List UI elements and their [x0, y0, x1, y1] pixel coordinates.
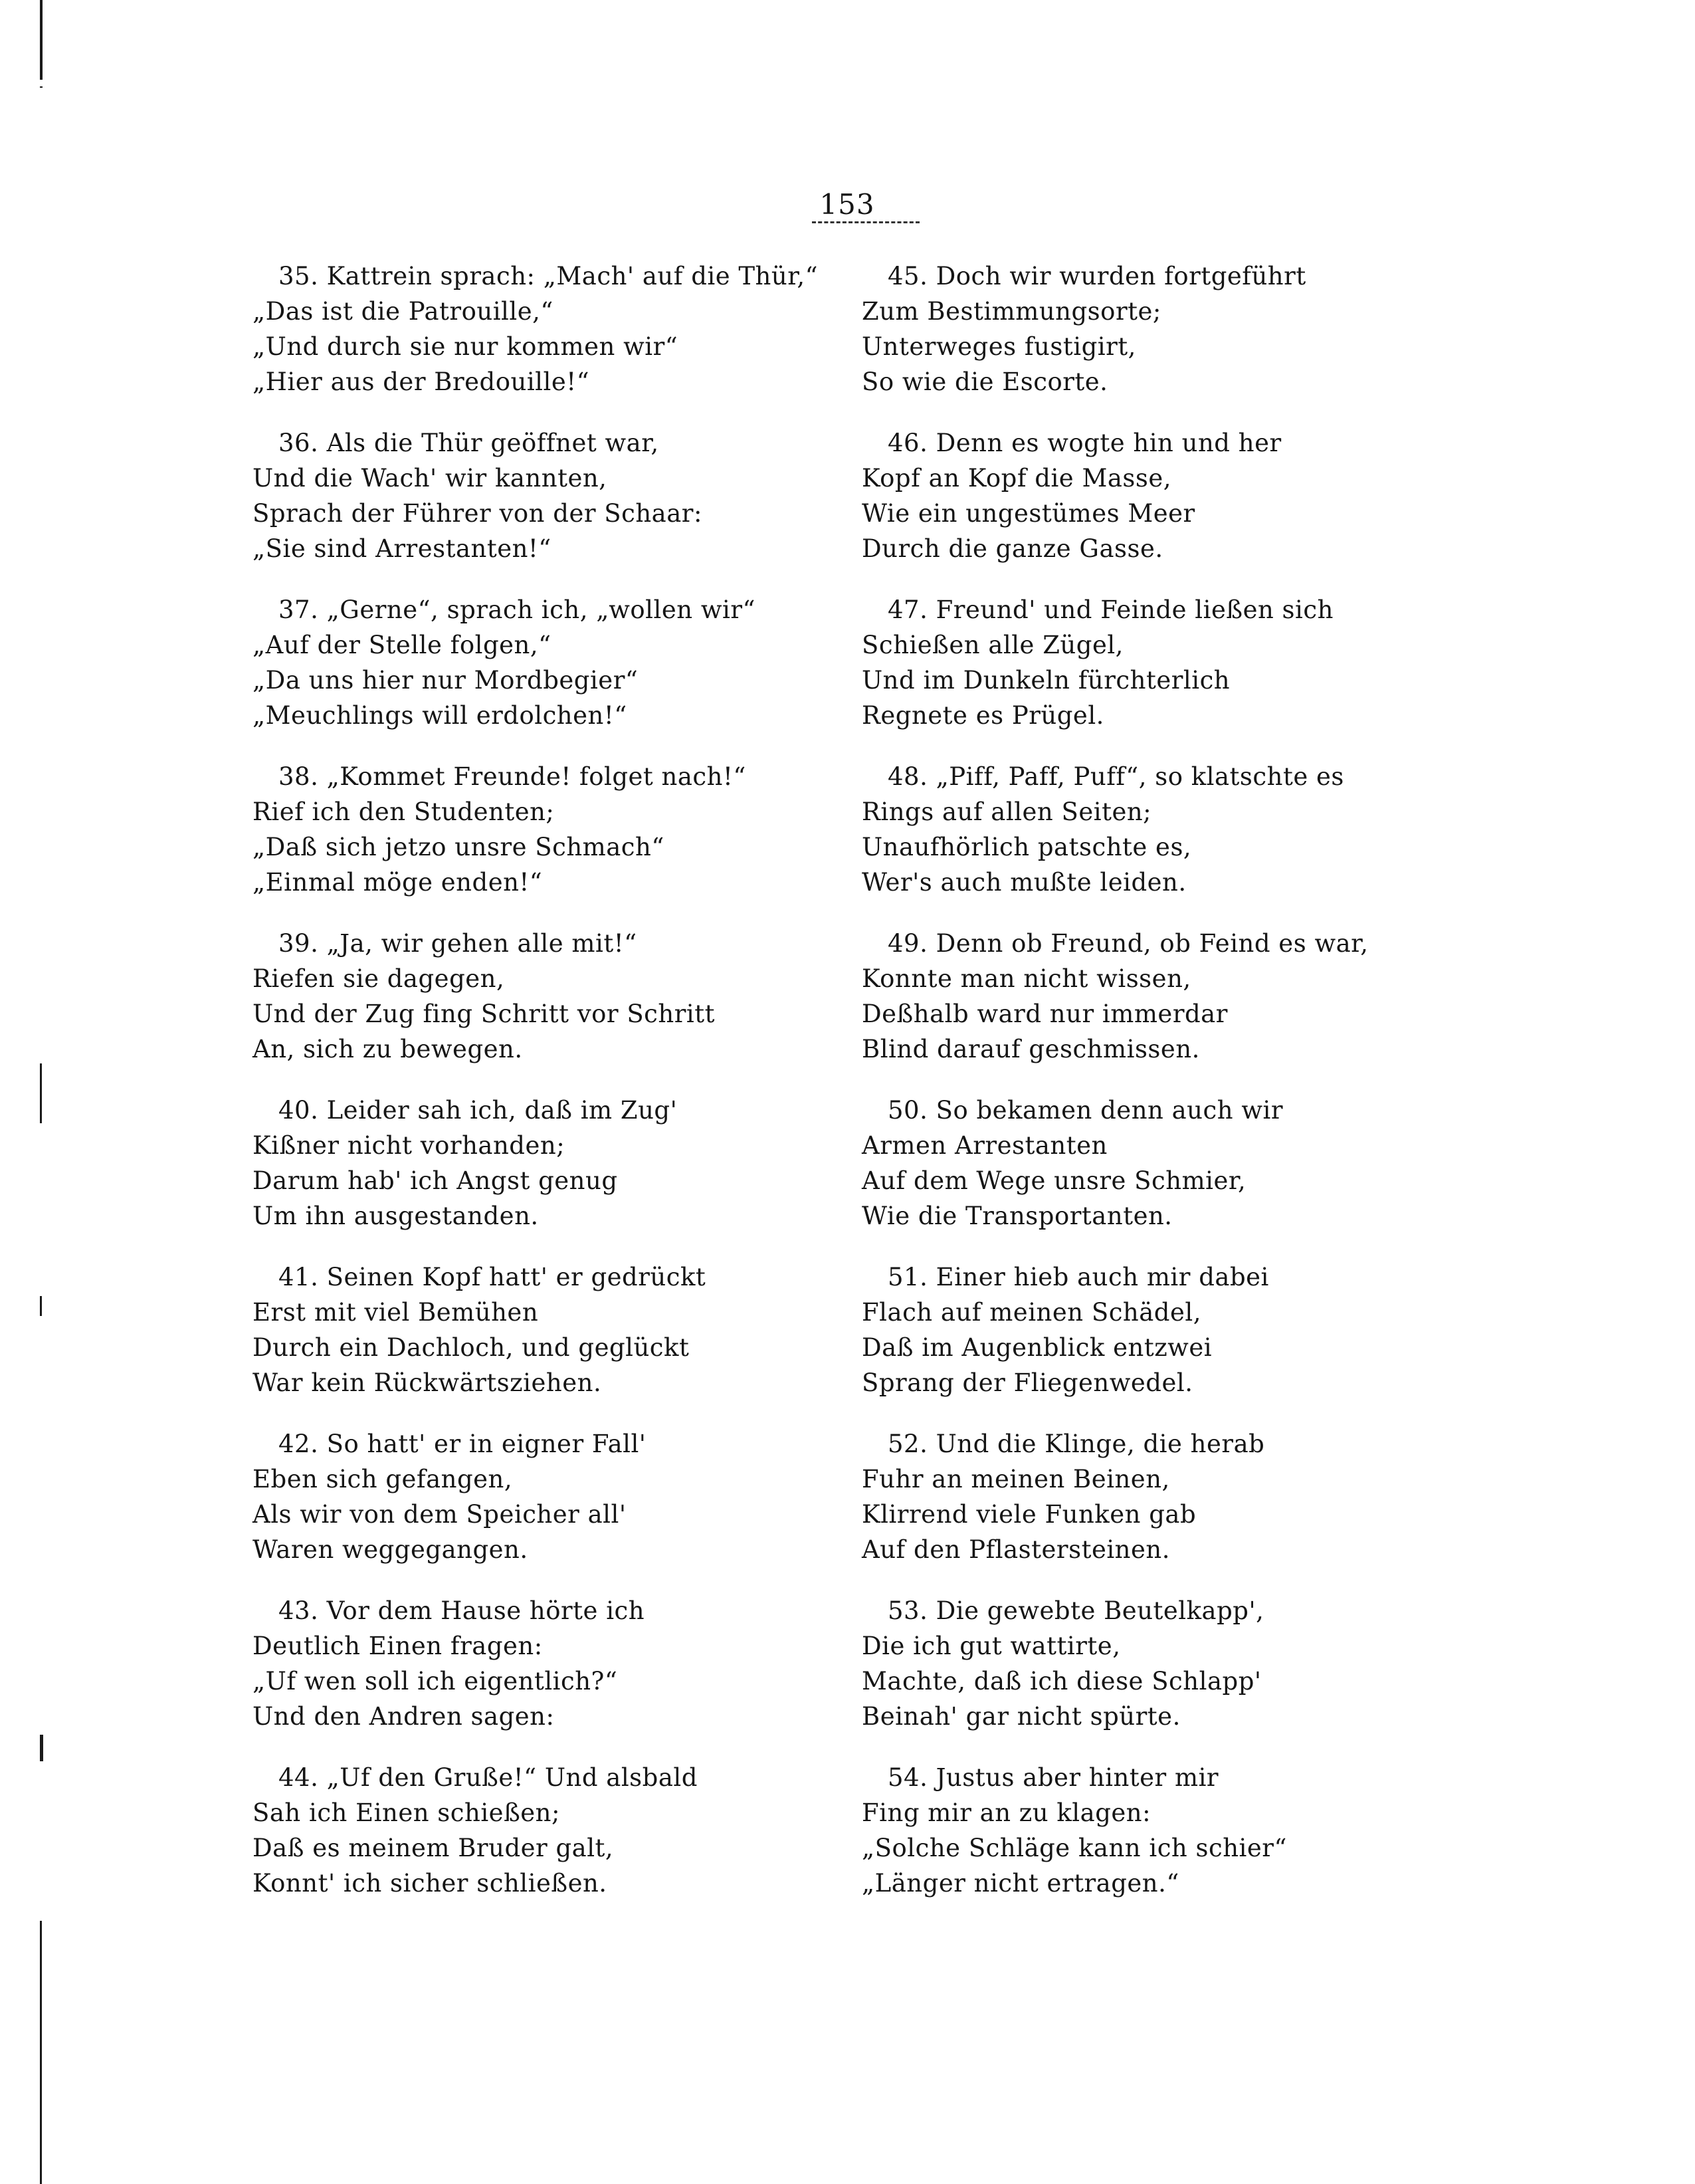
stanza — [862, 425, 1460, 592]
verse-line: Riefen sie dagegen, — [252, 964, 505, 993]
stanza-first-line: 43. Vor dem Hause hörte ich — [278, 1596, 645, 1625]
stanza-first-line: 49. Denn ob Freund, ob Feind es war, — [888, 929, 1369, 958]
verse-line: Die ich gut wattirte, — [862, 1632, 1121, 1660]
verse-line: Sprang der Fliegenwedel. — [862, 1368, 1193, 1397]
stanza — [252, 259, 850, 425]
stanza-first-line: 46. Denn es wogte hin und her — [888, 429, 1282, 457]
stanza-first-line: 41. Seinen Kopf hatt' er gedrückt — [278, 1263, 706, 1291]
verse-line: „Und durch sie nur kommen wir“ — [252, 332, 678, 361]
stanza — [252, 592, 850, 759]
stanza-first-line: 45. Doch wir wurden fortgeführt — [888, 262, 1306, 290]
stanza-first-line: 36. Als die Thür geöffnet war, — [278, 429, 659, 457]
verse-line: Konnte man nicht wissen, — [862, 964, 1191, 993]
verse-line: „Einmal möge enden!“ — [252, 868, 543, 897]
binding-edge-mark — [40, 86, 43, 88]
binding-edge-mark — [40, 1735, 43, 1761]
verse-line: Schießen alle Zügel, — [862, 631, 1124, 659]
verse-line: „Das ist die Patrouille,“ — [252, 297, 553, 326]
verse-line: Als wir von dem Speicher all' — [252, 1500, 627, 1529]
verse-line: Sah ich Einen schießen; — [252, 1799, 560, 1827]
verse-line: Kißner nicht vorhanden; — [252, 1131, 565, 1160]
stanza — [862, 592, 1460, 759]
verse-line: Fing mir an zu klagen: — [862, 1799, 1151, 1827]
verse-line: Regnete es Prügel. — [862, 701, 1104, 730]
verse-line: Und im Dunkeln fürchterlich — [862, 666, 1231, 695]
verse-line: Deßhalb ward nur immerdar — [862, 1000, 1228, 1028]
page-header — [781, 188, 914, 221]
left-column — [252, 259, 850, 1927]
verse-line: „Meuchlings will erdolchen!“ — [252, 701, 627, 730]
stanza-first-line: 38. „Kommet Freunde! folget nach!“ — [278, 762, 746, 791]
verse-line: Wie ein ungestümes Meer — [862, 499, 1195, 528]
stanza — [252, 1593, 850, 1760]
verse-line: War kein Rückwärtsziehen. — [252, 1368, 602, 1397]
header-rule — [812, 221, 920, 223]
verse-line: „Hier aus der Bredouille!“ — [252, 368, 590, 396]
verse-line: Darum hab' ich Angst genug — [252, 1166, 618, 1195]
verse-line: Sprach der Führer von der Schaar: — [252, 499, 702, 528]
verse-line: Auf den Pflastersteinen. — [862, 1535, 1171, 1564]
stanza — [252, 1259, 850, 1426]
verse-line: Und die Wach' wir kannten, — [252, 464, 607, 492]
verse-line: Rief ich den Studenten; — [252, 798, 555, 826]
stanza-first-line: 37. „Gerne“, sprach ich, „wollen wir“ — [278, 596, 755, 624]
stanza — [862, 1593, 1460, 1760]
verse-line: Konnt' ich sicher schließen. — [252, 1869, 607, 1898]
stanza — [862, 259, 1460, 425]
stanza-first-line: 42. So hatt' er in eigner Fall' — [278, 1430, 647, 1458]
verse-line: Erst mit viel Bemühen — [252, 1298, 539, 1327]
page-number: 153 — [819, 188, 875, 221]
binding-edge-mark — [40, 1296, 42, 1316]
verse-line: Um ihn ausgestanden. — [252, 1202, 539, 1230]
binding-edge-mark — [40, 1063, 42, 1123]
verse-line: Auf dem Wege unsre Schmier, — [862, 1166, 1246, 1195]
verse-line: Armen Arrestanten — [862, 1131, 1108, 1160]
verse-line: Deutlich Einen fragen: — [252, 1632, 543, 1660]
stanza — [862, 759, 1460, 926]
verse-line: Eben sich gefangen, — [252, 1465, 513, 1493]
stanza — [862, 1760, 1460, 1927]
stanza-first-line: 53. Die gewebte Beutelkapp', — [888, 1596, 1264, 1625]
verse-line: Machte, daß ich diese Schlapp' — [862, 1667, 1262, 1695]
verse-line: An, sich zu bewegen. — [252, 1035, 523, 1063]
stanza-first-line: 50. So bekamen denn auch wir — [888, 1096, 1284, 1125]
verse-line: „Auf der Stelle folgen,“ — [252, 631, 551, 659]
verse-line: Zum Bestimmungsorte; — [862, 297, 1161, 326]
verse-line: So wie die Escorte. — [862, 368, 1108, 396]
verse-line: Rings auf allen Seiten; — [862, 798, 1152, 826]
stanza — [252, 425, 850, 592]
verse-line: „Solche Schläge kann ich schier“ — [862, 1834, 1287, 1862]
stanza — [252, 759, 850, 926]
verse-line: Unterweges fustigirt, — [862, 332, 1136, 361]
right-column — [862, 259, 1460, 1927]
verse-line: Durch ein Dachloch, und geglückt — [252, 1333, 690, 1362]
verse-line: „Uf wen soll ich eigentlich?“ — [252, 1667, 618, 1695]
stanza-first-line: 39. „Ja, wir gehen alle mit!“ — [278, 929, 637, 958]
stanza-first-line: 35. Kattrein sprach: „Mach' auf die Thür,“ — [278, 262, 819, 290]
verse-line: „Daß sich jetzo unsre Schmach“ — [252, 833, 664, 861]
verse-line: Beinah' gar nicht spürte. — [862, 1702, 1181, 1731]
verse-line: Waren weggegangen. — [252, 1535, 528, 1564]
stanza — [252, 926, 850, 1093]
verse-line: Durch die ganze Gasse. — [862, 534, 1163, 563]
verse-line: Klirrend viele Funken gab — [862, 1500, 1197, 1529]
verse-line: Blind darauf geschmissen. — [862, 1035, 1200, 1063]
stanza — [862, 926, 1460, 1093]
stanza — [252, 1426, 850, 1593]
verse-line: Fuhr an meinen Beinen, — [862, 1465, 1170, 1493]
verse-line: Wer's auch mußte leiden. — [862, 868, 1187, 897]
verse-line: Daß es meinem Bruder galt, — [252, 1834, 614, 1862]
stanza — [862, 1093, 1460, 1259]
stanza-first-line: 48. „Piff, Paff, Puff“, so klatschte es — [888, 762, 1344, 791]
verse-line: „Länger nicht ertragen.“ — [862, 1869, 1179, 1898]
stanza — [862, 1426, 1460, 1593]
verse-line: „Sie sind Arrestanten!“ — [252, 534, 551, 563]
binding-edge-mark — [40, 1921, 42, 2184]
stanza — [862, 1259, 1460, 1426]
stanza-first-line: 44. „Uf den Gruße!“ Und alsbald — [278, 1763, 698, 1792]
verse-line: „Da uns hier nur Mordbegier“ — [252, 666, 639, 695]
verse-line: Unaufhörlich patschte es, — [862, 833, 1192, 861]
verse-line: Flach auf meinen Schädel, — [862, 1298, 1201, 1327]
verse-line: Wie die Transportanten. — [862, 1202, 1173, 1230]
stanza-first-line: 54. Justus aber hinter mir — [888, 1763, 1219, 1792]
verse-line: Daß im Augenblick entzwei — [862, 1333, 1213, 1362]
verse-line: Kopf an Kopf die Masse, — [862, 464, 1172, 492]
verse-line: Und den Andren sagen: — [252, 1702, 555, 1731]
stanza — [252, 1760, 850, 1927]
binding-edge-mark — [40, 0, 43, 80]
stanza-first-line: 51. Einer hieb auch mir dabei — [888, 1263, 1269, 1291]
stanza — [252, 1093, 850, 1259]
stanza-first-line: 52. Und die Klinge, die herab — [888, 1430, 1265, 1458]
stanza-first-line: 40. Leider sah ich, daß im Zug' — [278, 1096, 678, 1125]
verse-line: Und der Zug fing Schritt vor Schritt — [252, 1000, 715, 1028]
stanza-first-line: 47. Freund' und Feinde ließen sich — [888, 596, 1334, 624]
